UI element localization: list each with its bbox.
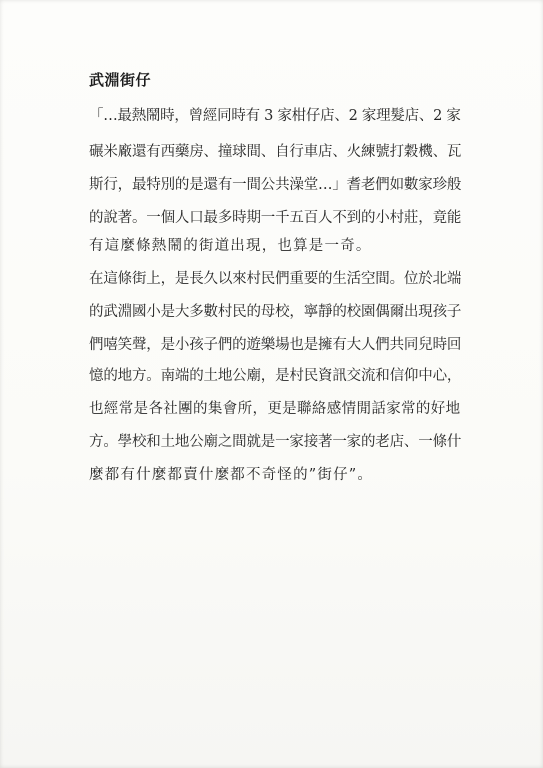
paragraph-2-line-2: 的武淵國小是大多數村民的母校，寧靜的校園偶爾出現孩子 <box>89 304 462 320</box>
paragraph-2-line-5: 也經常是各社團的集會所，更是聯絡感情閒話家常的好地 <box>89 401 461 417</box>
paragraph-1-line-4: 的說著。一個人口最多時期一千五百人不到的小村莊，竟能 <box>89 210 462 226</box>
document-title: 武淵街仔 <box>89 71 152 89</box>
paragraph-1-line-2: 碾米廠還有西藥房、撞球間、自行車店、火練號打穀機、瓦 <box>89 144 462 160</box>
paragraph-2-line-4: 憶的地方。南端的土地公廟，是村民資訊交流和信仰中心， <box>89 368 462 384</box>
paragraph-1-line-1: 「…最熱鬧時，曾經同時有 3 家柑仔店、2 家理髮店、2 家 <box>89 108 461 124</box>
paragraph-2-line-7: 麼都有什麼都賣什麼都不奇怪的”街仔”。 <box>89 467 374 483</box>
paragraph-2-line-3: 們嘻笑聲，是小孩子們的遊樂場也是擁有大人們共同兒時回 <box>89 337 462 353</box>
paragraph-2-line-1: 在這條街上，是長久以來村民們重要的生活空間。位於北端 <box>89 271 462 287</box>
paragraph-2-line-6: 方。學校和土地公廟之間就是一家接著一家的老店、一條什 <box>89 434 462 450</box>
paragraph-1-line-5: 有這麼條熱鬧的街道出現，也算是一奇。 <box>89 238 372 254</box>
paragraph-1-line-3: 斯行，最特別的是還有一間公共澡堂…」耆老們如數家珍般 <box>89 177 462 193</box>
